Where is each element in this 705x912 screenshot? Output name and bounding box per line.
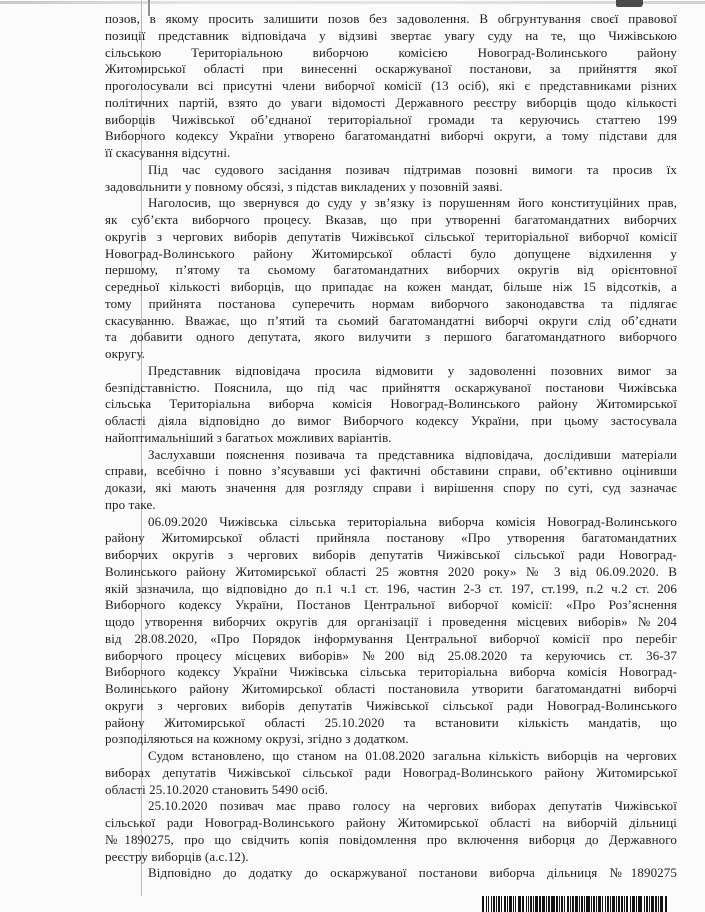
text-line: Виборчого кодексу України утворено багатомандатні виборчі округи, а тому підстави для <box>105 128 677 144</box>
text-line: тому прийнята постанова суперечить нормам виборчого законодавства та підлягає <box>105 295 677 311</box>
text-line: Під час судового засідання позивач підтримав позовні вимоги та просив їх <box>148 161 677 177</box>
barcode-bar <box>665 896 667 912</box>
text-line: найоптимальніший з багатьох можливих варіантів. <box>105 429 392 445</box>
text-line: №1890275, про що свідчить копія повідомлення про включення виборця до Державного <box>105 831 677 847</box>
scan-artifact-mark <box>616 0 643 7</box>
text-line: щодо утворення виборчих округів для організації і проведення місцевих виборів» №204 <box>105 614 677 629</box>
text-line: докази, які мають значення для розгляду справи і вирішення спору по суті, суд зазначає <box>105 480 677 495</box>
text-line: задовольнити у повному обсязі, з підстав викладених у позовній заяві. <box>105 178 503 194</box>
text-line: позов, в якому просить залишити позов без задоволення. В обгрунтування своєї правової <box>105 11 677 26</box>
text-line: округи з чергових виборів депутатів Чижівської сільської ради Новоград-Волинського <box>105 697 677 713</box>
text-line: округів з чергових виборів депутатів Чижівської сільської територіальної виборчої комісії <box>105 228 677 244</box>
text-line: сільська Територіальна виборча комісія Новоград-Волинського району Житомирської <box>105 396 677 412</box>
text-line: округу. <box>105 346 146 361</box>
text-line: Виборчого кодексу України, Постанов Центральної виборчої комісії: «Про Роз’яснення <box>105 597 677 613</box>
text-line: скасуванню. Вважає, що п’ятий та сьомий багатомандатні виборчі округи слід об’єднати <box>105 312 677 328</box>
text-line: про таке. <box>105 496 156 512</box>
text-line: політичних партій, взято до уваги відомості Державного реєстру виборців щодо кількості <box>105 94 677 110</box>
text-line: безпідставністю. Пояснила, що під час прийняття оскаржуваної постанови Чижівська <box>105 379 677 395</box>
text-line: Волинського району Житомирської області 25 жовтня 2020 року» № 3 від 06.09.2020. В <box>105 563 677 579</box>
text-line: виборчих округів з чергових виборів депутатів Чижівської сільської ради Новоград- <box>105 547 677 562</box>
scan-top-edge <box>0 1 705 4</box>
text-line: Відповідно до додатку до оскаржуваної постанови виборча дільниця №1890275 <box>148 865 677 881</box>
text-line: розподіляються на кожному окрузі, згідно з додатком. <box>105 731 409 747</box>
text-line: району Житомирської області прийняла постанову «Про утворення багатомандатних <box>105 530 677 546</box>
text-line: сільською Територіальною виборчою комісією Новоград-Волинського району <box>105 44 677 60</box>
text-line: виборчого процесу місцевих виборів» №200 від 25.08.2020 та керуючись ст. 36-37 <box>105 647 677 663</box>
text-line: області діяла відповідно до вимог Виборчого кодексу України, при цьому застосувала <box>105 413 677 428</box>
text-line: Виборчого кодексу України Чижівська сільська територіальна виборча комісія Новоград- <box>105 664 677 680</box>
text-line: реєстру виборців (а.с.12). <box>105 848 249 864</box>
text-line: виборців Чижівської об’єднаної територіальної громади та керуючись статтею 199 <box>105 111 677 127</box>
text-line: виборах депутатів Чижівської сільської ради Новоград-Волинського району Житомирської <box>105 764 677 780</box>
text-line: Житомирської області при винесенні оскаржуваної постанови, за прийняття якої <box>105 61 677 77</box>
text-line: як суб’єкта виборчого процесу. Вказав, що при утворенні багатомандатних виборчих <box>105 212 677 227</box>
text-line: позиції представник відповідача у відзиві звертає увагу суду на те, що Чижівською <box>105 27 677 43</box>
text-line: Представник відповідача просила відмовити у задоволенні позовних вимог за <box>148 362 677 378</box>
text-line: 06.09.2020 Чижівська сільська територіальна виборча комісія Новоград-Волинського <box>148 513 677 529</box>
text-line: Волинського району Житомирської області постановила утворити багатомандатні виборчі <box>105 681 677 696</box>
text-line: від 28.08.2020, «Про Порядок інформування Центральної виборчої комісії про перебіг <box>105 630 677 646</box>
text-line: першому, п’ятому та сьомому багатомандатних виборчих округів від орієнтовної <box>105 262 677 278</box>
text-line: Судом встановлено, що станом на 01.08.2020 загальна кількість виборців на чергових <box>148 748 677 763</box>
barcode <box>482 896 667 912</box>
text-line: Наголосив, що звернувся до суду у зв’язку із порушенням його конституційних прав, <box>148 195 677 211</box>
text-line: її скасування відсутні. <box>105 145 231 160</box>
text-line: області 25.10.2020 становить 5490 осіб. <box>105 781 329 797</box>
text-line: проголосували всі присутні члени виборчої комісії (13 осіб), які є представниками різних <box>105 78 677 93</box>
text-line: справи, всебічно і повно з’ясувавши усі фактичні обставини справи, об’єктивно оцінивши <box>105 463 677 479</box>
text-line: Новоград-Волинського району Житомирської області було допущене відхилення у <box>105 245 677 261</box>
text-line: району Житомирської області 25.10.2020 та встановити кількість мандатів, що <box>105 714 677 730</box>
text-line: Заслухавши пояснення позивача та представника відповідача, дослідивши матеріали <box>148 446 677 462</box>
text-line: середньої кількості виборців, що припадає на кожен мандат, більше ніж 15 відсотків, а <box>105 279 677 294</box>
text-line: та добавити одного депутата, якого вилучити з першого багатомандатного виборчого <box>105 329 677 345</box>
text-block <box>105 11 677 882</box>
text-line: 25.10.2020 позивач має право голосу на чергових виборах депутатів Чижівської <box>148 798 677 814</box>
text-line: сільської ради Новоград-Волинського району Житомирської області на виборчій дільниці <box>105 815 677 830</box>
text-line: якій зазначила, що відповідно до п.1 ч.1 ст. 196, частин 2-3 ст. 197, ст.199, п.2 ч.2 ст. 206 <box>105 580 677 596</box>
